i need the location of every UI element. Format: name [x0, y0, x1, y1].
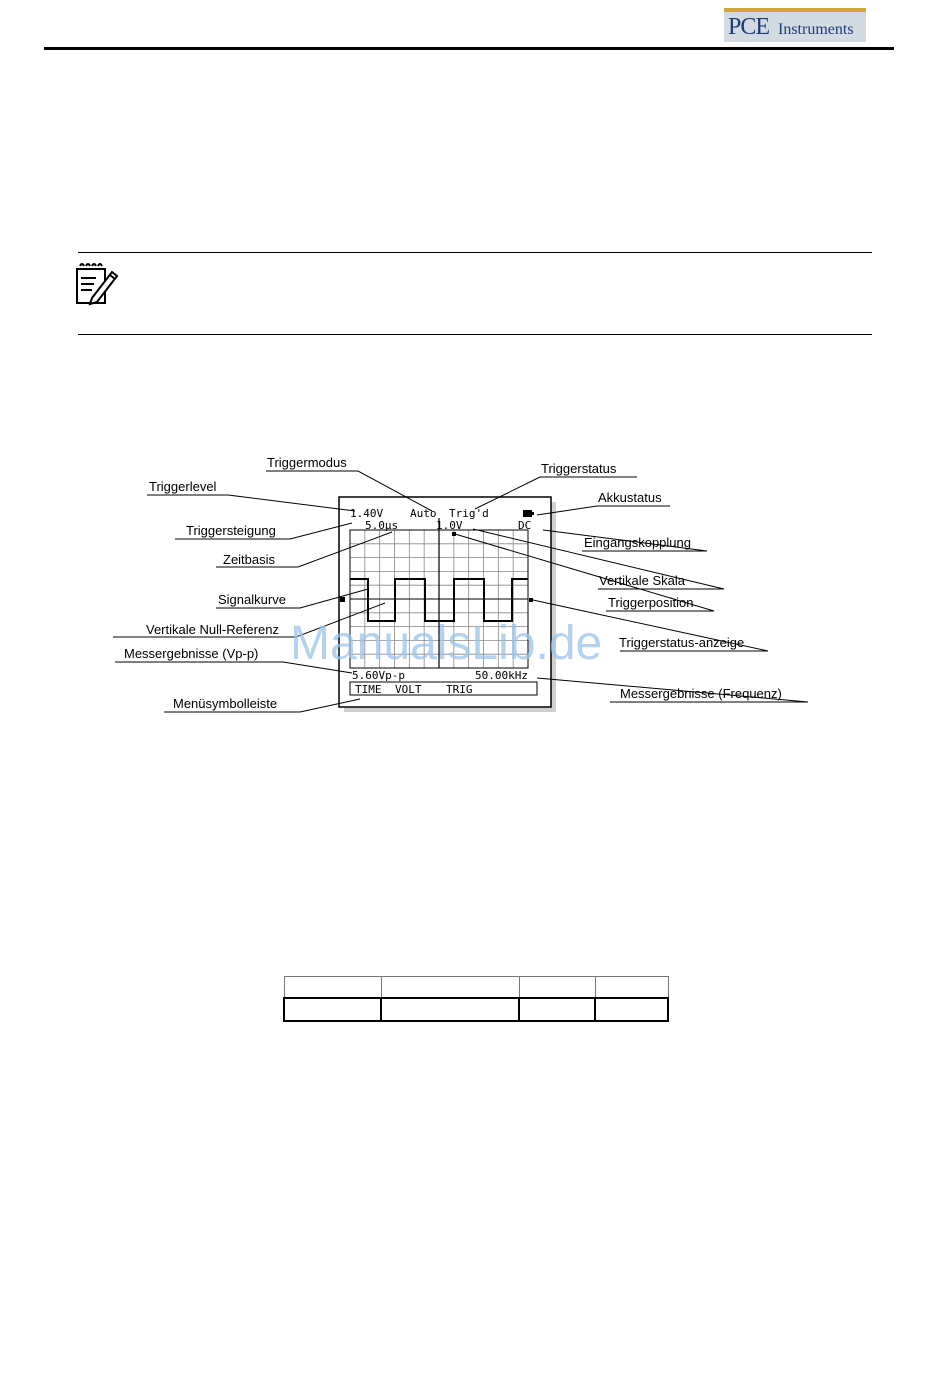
label-triggerstatus: Triggerstatus — [541, 461, 617, 476]
watermark: ManualsLib.de — [290, 617, 603, 670]
label-messergebnisse-frequenz: Messergebnisse (Frequenz) — [620, 686, 782, 701]
logo-pce: PCE — [728, 14, 770, 40]
label-null-referenz: Vertikale Null-Referenz — [146, 622, 279, 637]
table-cell — [284, 998, 381, 1021]
screen-vpp-value: 5.60Vp-p — [352, 669, 405, 682]
label-triggersteigung: Triggersteigung — [186, 523, 276, 538]
screen-freq-value: 50.00kHz — [475, 669, 528, 682]
screen-coupling: DC — [518, 519, 532, 532]
label-zeitbasis: Zeitbasis — [223, 552, 276, 567]
label-vertikale-skala: Vertikale Skala — [599, 573, 685, 588]
table-row — [284, 998, 668, 1021]
screen-trigger-level: 1.40V — [350, 507, 384, 520]
screen-menu-volt: VOLT — [395, 683, 422, 696]
trigger-status-marker — [529, 598, 533, 602]
table-cell — [519, 998, 595, 1021]
logo-instruments: Instruments — [778, 21, 854, 38]
table-cell — [381, 998, 519, 1021]
label-akkustatus: Akkustatus — [598, 490, 662, 505]
table-row — [284, 977, 668, 999]
table-cell — [595, 977, 668, 999]
screen-vertical-scale: 1.0V — [436, 519, 463, 532]
table-cell — [381, 977, 519, 999]
table-cell — [519, 977, 595, 999]
screen-trigger-mode: Auto — [410, 507, 437, 520]
label-signalkurve: Signalkurve — [218, 592, 286, 607]
screen-menu-trig: TRIG — [446, 683, 473, 696]
label-eingangskopplung: Eingangskopplung — [584, 535, 691, 550]
table-cell — [284, 977, 381, 999]
label-triggerstatus-anzeige: Triggerstatus-anzeige — [619, 635, 745, 650]
empty-table — [283, 976, 669, 1022]
label-triggerposition: Triggerposition — [608, 595, 694, 610]
null-reference-marker — [340, 597, 345, 602]
label-messergebnisse-vpp: Messergebnisse (Vp-p) — [124, 646, 259, 661]
table-cell — [595, 998, 668, 1021]
screen-timebase: 5.0µs — [365, 519, 399, 532]
label-triggerlevel: Triggerlevel — [149, 479, 217, 494]
screen-menu-time: TIME — [355, 683, 382, 696]
label-menuesymbolleiste: Menüsymbolleiste — [173, 696, 278, 711]
label-triggermodus: Triggermodus — [267, 455, 347, 470]
battery-icon — [523, 510, 532, 517]
screen-trigger-state: Trig'd — [449, 507, 489, 520]
